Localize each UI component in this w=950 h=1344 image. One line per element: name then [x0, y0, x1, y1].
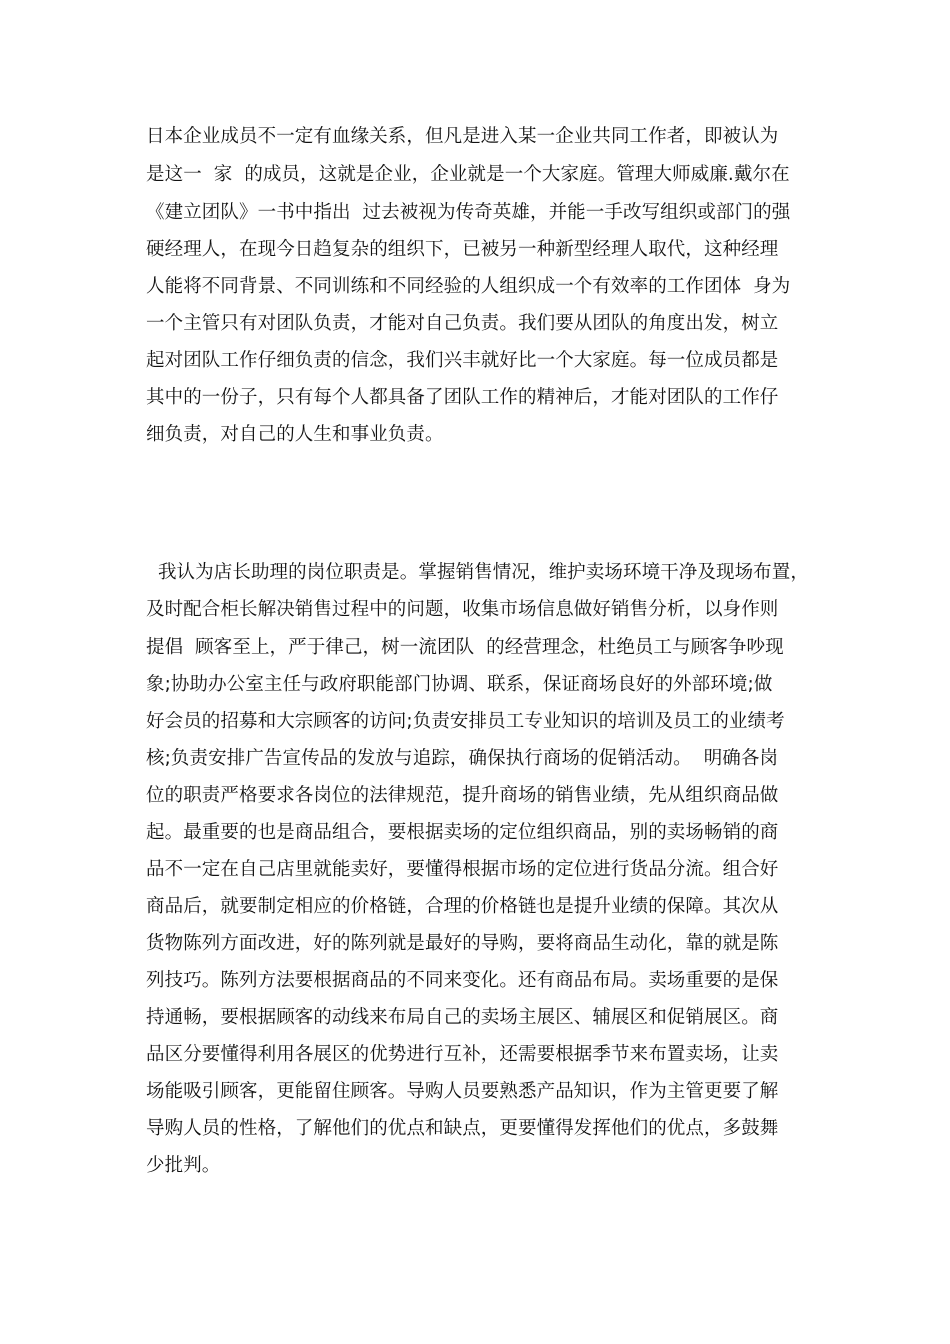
- text-line: 细负责，对自己的人生和事业负责。: [146, 424, 444, 445]
- text-line: 一个主管只有对团队负责，才能对自己负责。我们要从团队的角度出发，树立: [146, 313, 779, 334]
- text-line: 品区分要懂得利用各展区的优势进行互补，还需要根据季节来布置卖场，让卖: [146, 1044, 779, 1065]
- text-line: 其中的一份子，只有每个人都具备了团队工作的精神后，才能对团队的工作仔: [146, 387, 779, 408]
- text-line: 品不一定在自己店里就能卖好，要懂得根据市场的定位进行货品分流。组合好: [146, 859, 779, 880]
- text-line: 起对团队工作仔细负责的信念，我们兴丰就好比一个大家庭。每一位成员都是: [146, 350, 779, 371]
- text-line: 人能将不同背景、不同训练和不同经验的人组织成一个有效率的工作团体 身为: [146, 276, 791, 297]
- text-line: 硬经理人，在现今日趋复杂的组织下，已被另一种新型经理人取代，这种经理: [146, 239, 779, 260]
- text-line: 少批判。: [146, 1155, 221, 1176]
- text-line: 《建立团队》一书中指出 过去被视为传奇英雄，并能一手改写组织或部门的强: [146, 202, 791, 223]
- text-line: 提倡 顾客至上，严于律己，树一流团队 的经营理念，杜绝员工与顾客争吵现: [146, 637, 784, 658]
- text-line: 列技巧。陈列方法要根据商品的不同来变化。还有商品布局。卖场重要的是保: [146, 970, 779, 991]
- text-line: 及时配合柜长解决销售过程中的问题，收集市场信息做好销售分析，以身作则: [146, 599, 779, 620]
- text-line: 位的职责严格要求各岗位的法律规范，提升商场的销售业绩，先从组织商品做: [146, 785, 779, 806]
- text-line: 导购人员的性格，了解他们的优点和缺点，更要懂得发挥他们的优点，多鼓舞: [146, 1118, 779, 1139]
- text-line: 起。最重要的也是商品组合，要根据卖场的定位组织商品，别的卖场畅销的商: [146, 822, 779, 843]
- text-line: 我认为店长助理的岗位职责是。掌握销售情况，维护卖场环境干净及现场布置，: [146, 562, 809, 583]
- text-line: 商品后，就要制定相应的价格链，合理的价格链也是提升业绩的保障。其次从: [146, 896, 779, 917]
- text-line: 好会员的招募和大宗顾客的访问;负责安排员工专业知识的培训及员工的业绩考: [146, 711, 785, 732]
- text-line: 场能吸引顾客，更能留住顾客。导购人员要熟悉产品知识，作为主管更要了解: [146, 1081, 779, 1102]
- text-line: 日本企业成员不一定有血缘关系，但凡是进入某一企业共同工作者，即被认为: [146, 126, 779, 147]
- text-line: 是这一 家 的成员，这就是企业，企业就是一个大家庭。管理大师威廉.戴尔在: [146, 164, 790, 185]
- text-line: 象;协助办公室主任与政府职能部门协调、联系，保证商场良好的外部环境;做: [146, 674, 773, 695]
- text-line: 持通畅，要根据顾客的动线来布局自己的卖场主展区、辅展区和促销展区。商: [146, 1007, 779, 1028]
- text-line: 核;负责安排广告宣传品的发放与追踪，确保执行商场的促销活动。 明确各岗: [146, 748, 779, 769]
- text-line: 货物陈列方面改进，好的陈列就是最好的导购，要将商品生动化，靠的就是陈: [146, 933, 779, 954]
